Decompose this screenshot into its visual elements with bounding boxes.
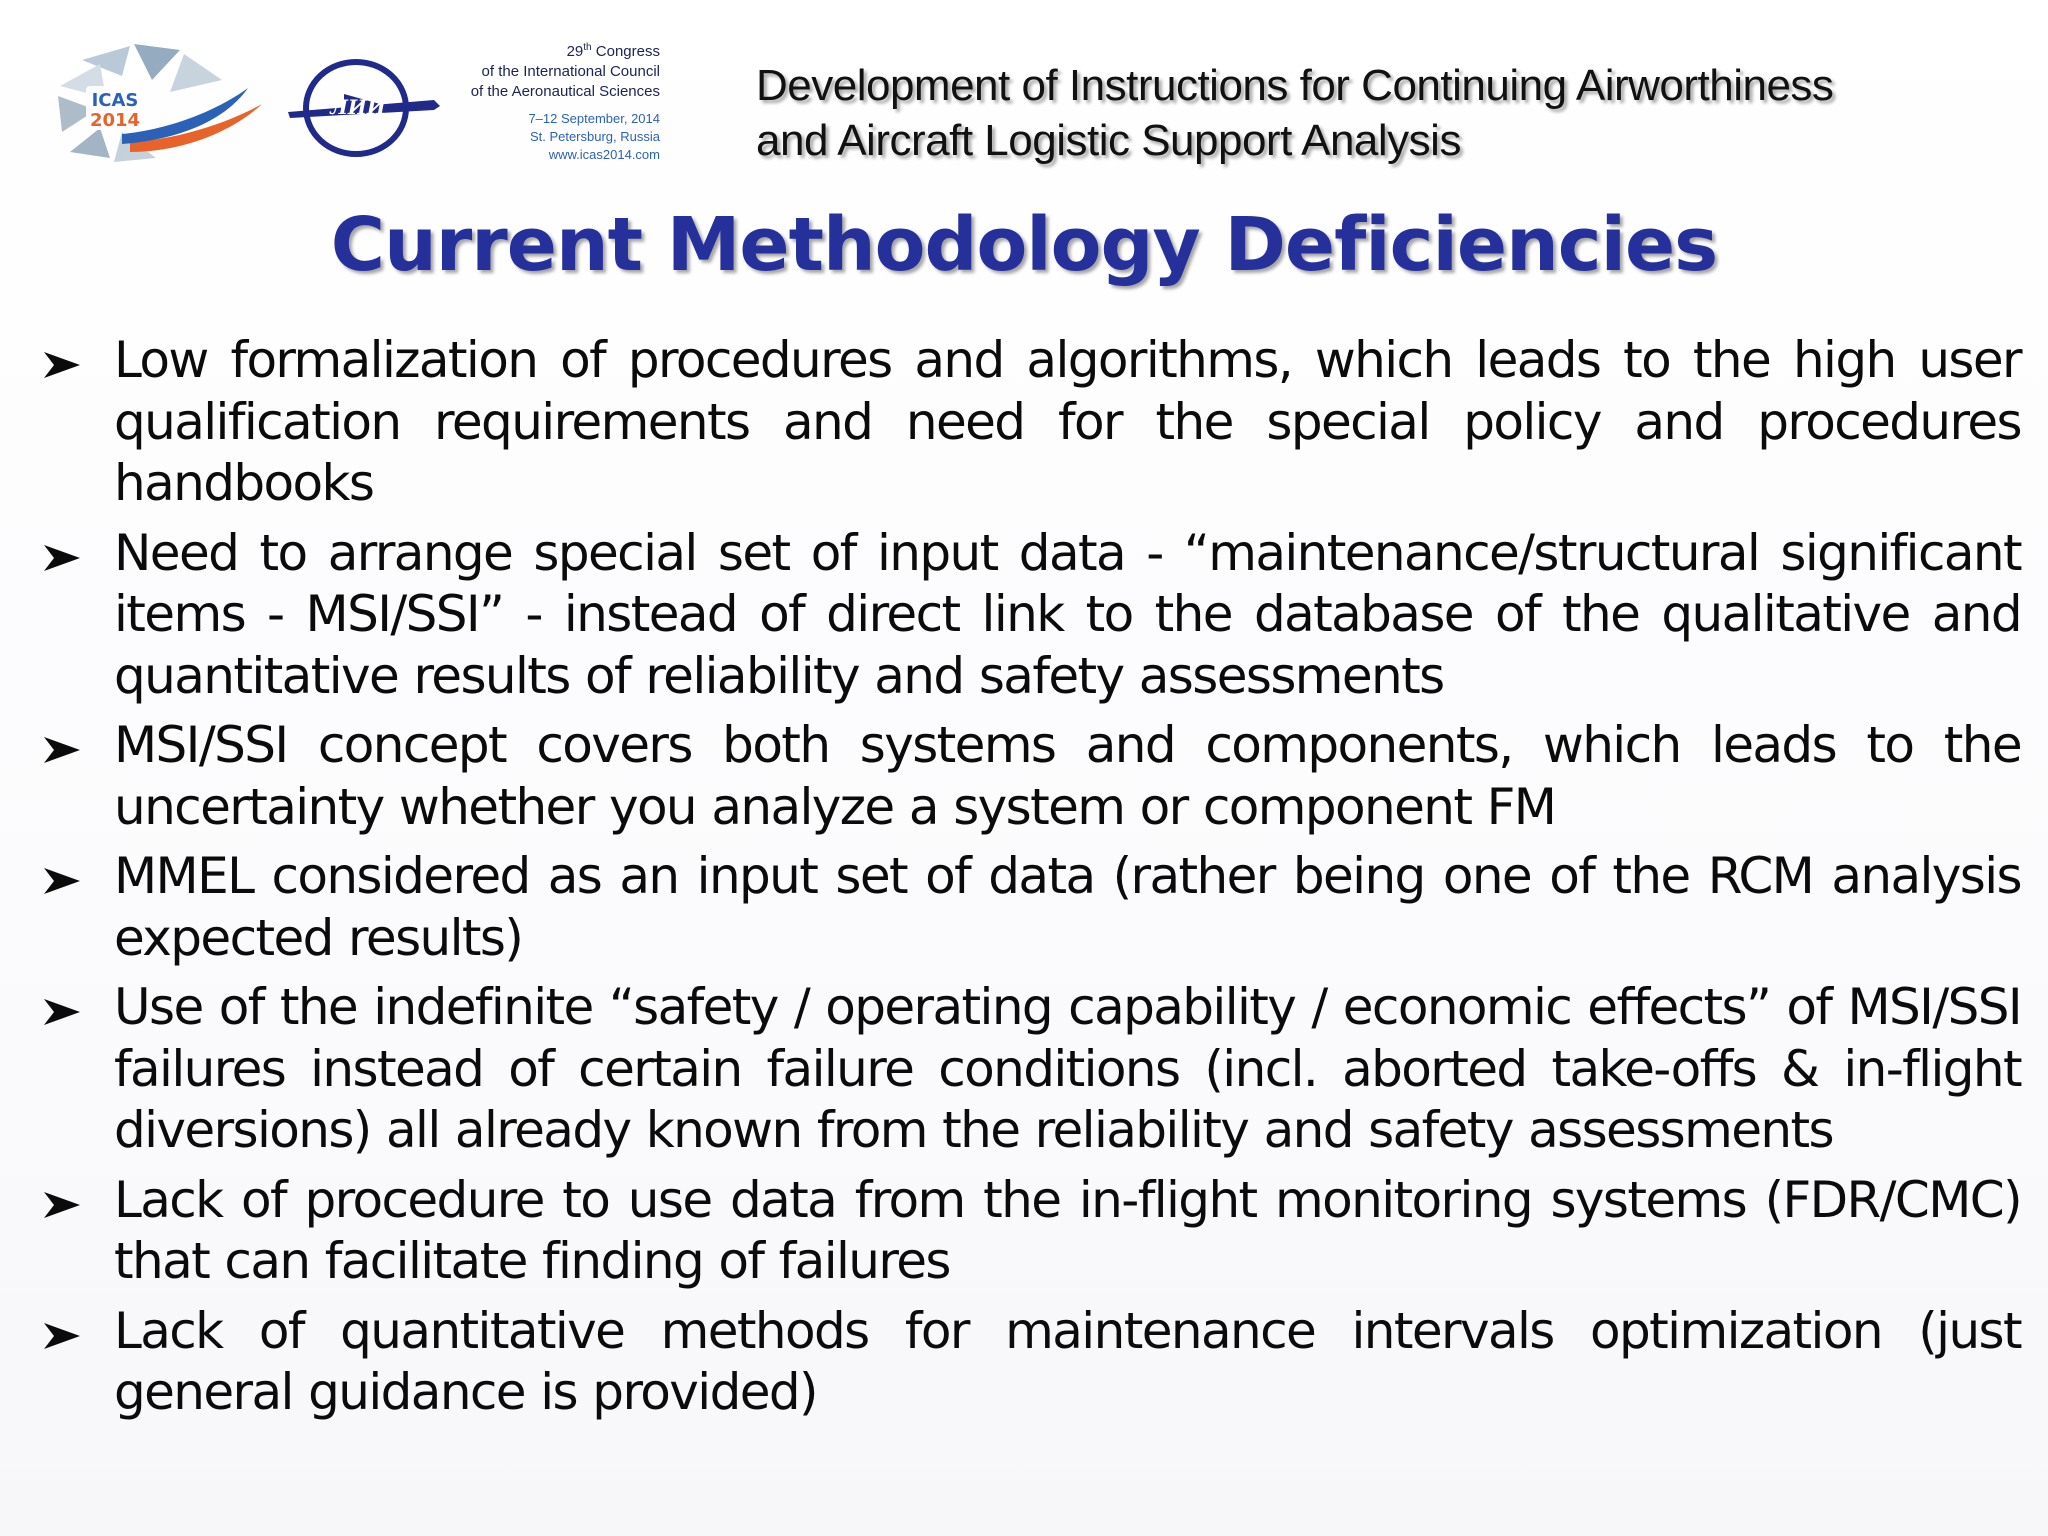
arrow-bullet-icon [42,543,82,573]
bullet-item [36,1301,2021,1424]
congress-info [440,42,660,164]
bullet-item [36,330,2021,515]
header-title-line-2: and Aircraft Logistic Support Analysis [756,116,1461,165]
bullet-item [36,977,2021,1162]
emblem-text: ЛИИ [330,95,386,119]
congress-line-1: 29th Congress [566,42,660,60]
header-title [756,58,2016,168]
arrow-bullet-icon [42,1190,82,1220]
congress-line-3: of the Aeronautical Sciences [470,83,660,100]
event-website: www.icas2014.com [548,147,660,162]
bullet-text: Lack of procedure to use data from the in-flight monitoring systems (FDR/CMC) that can facilitate finding of failures [114,1170,2021,1290]
event-dates: 7–12 September, 2014 [528,111,660,126]
icas-2014-logo [52,40,270,168]
bullet-item [36,846,2021,969]
bullet-list [36,330,2021,1432]
bullet-item [36,523,2021,708]
bullet-text: MSI/SSI concept covers both systems and components, which leads to the uncertainty whether you analyze a system or component FM [114,716,2021,836]
arrow-bullet-icon [42,735,82,765]
institute-emblem-logo [284,56,444,160]
bullet-item [36,715,2021,838]
header-title-line-1: Development of Instructions for Continuing Airworthiness [756,61,1834,110]
bullet-text: Need to arrange special set of input data - “maintenance/structural significant items - MSI/SSI” - instead of direct link to the database of the qualitative and quantitative results of reliability and safety assessments [114,523,2021,705]
bullet-item [36,1170,2021,1293]
arrow-bullet-icon [42,350,82,380]
arrow-bullet-icon [42,866,82,896]
event-location: St. Petersburg, Russia [529,129,660,144]
arrow-bullet-icon [42,997,82,1027]
svg-text:ICAS: ICAS [91,90,139,111]
arrow-bullet-icon [42,1321,82,1351]
bullet-text: Use of the indefinite “safety / operating capability / economic effects” of MSI/SSI failures instead of certain failure conditions (incl. aborted take-offs & in-flight diversions) all already known from the reliability and safety assessments [114,978,2021,1159]
bullet-text: Lack of quantitative methods for maintenance intervals optimization (just general guidance is provided) [114,1301,2021,1421]
svg-text:2014: 2014 [89,110,141,131]
congress-line-2: of the International Council [481,63,660,80]
bullet-text: MMEL considered as an input set of data (rather being one of the RCM analysis expected results) [114,847,2021,967]
slide-title: Current Methodology Deficiencies [330,202,1718,288]
bullet-text: Low formalization of procedures and algorithms, which leads to the high user qualification requirements and need for the special policy and procedures handbooks [114,331,2021,512]
